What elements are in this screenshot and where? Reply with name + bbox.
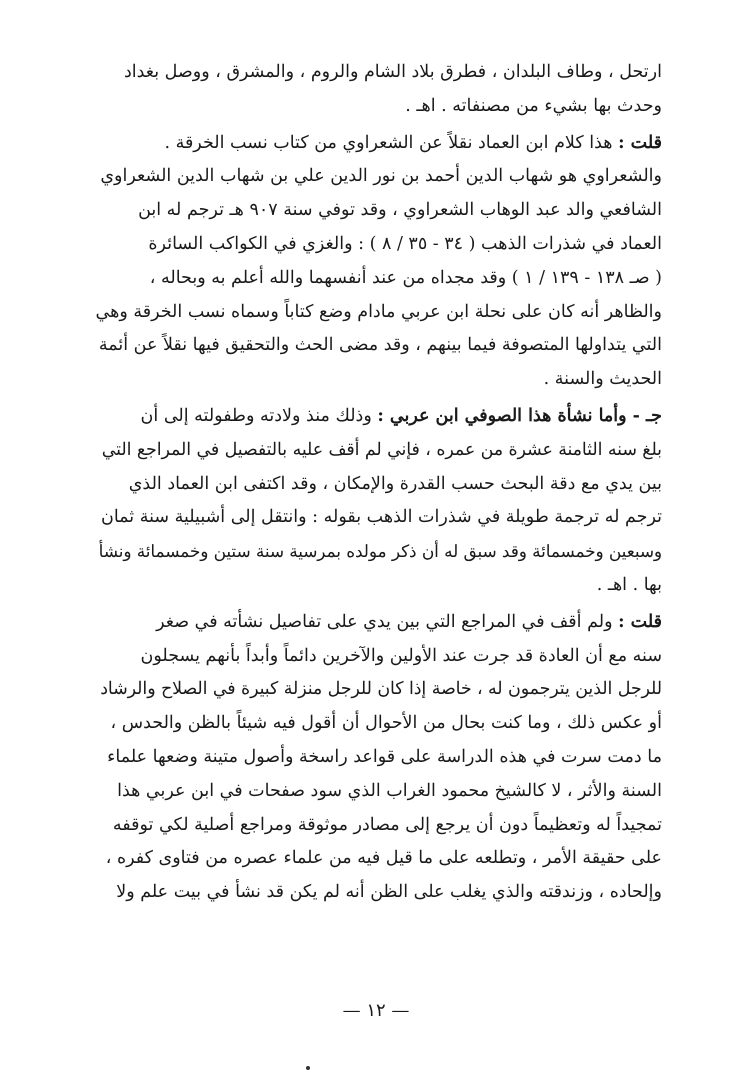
- text-line: [96, 127, 662, 161]
- scan-dot: [306, 1066, 310, 1070]
- text-line: والشعراوي هو شهاب الدين أحمد بن نور الدين علي بن شهاب الدين الشعراوي: [100, 166, 662, 187]
- text-line: السنة والأثر ، لا كالشيخ محمود الغراب الذي سود صفحات في ابن عربي هذا: [117, 780, 662, 801]
- paragraph-4: [96, 606, 662, 910]
- paragraph-2: [96, 127, 662, 397]
- text-line: بها . اهـ .: [596, 574, 662, 595]
- text-line: أو عكس ذلك ، وما كنت بحال من الأحوال أن أقول فيه شيئاً بالظن والحدس ،: [110, 713, 662, 734]
- text-line: ترجم له ترجمة طويلة في شذرات الذهب بقوله : وانتقل إلى أشبيلية سنة ثمان: [100, 507, 662, 528]
- text-line: تمجيداً له وتعظيماً دون أن يرجع إلى مصادر موثوقة ومراجع أصلية لكي توقفه: [112, 814, 662, 835]
- text-line: الشافعي والد عبد الوهاب الشعراوي ، وقد توفي سنة ٩٠٧ هـ ترجم له ابن: [138, 200, 662, 221]
- text-line: الحديث والسنة .: [543, 369, 662, 390]
- text-line: ما دمت سرت في هذه الدراسة على قواعد راسخة وأصول متينة وضعها علماء: [107, 746, 662, 767]
- text-span: ولم أقف في المراجع التي بين يدي على تفاصيل نشأته في صغر: [156, 611, 619, 632]
- text-line: وسبعين وخمسمائة وقد سبق له أن ذكر مولده بمرسية سنة ستين وخمسمائة ونشأ: [98, 541, 662, 562]
- paragraph-3: [96, 400, 662, 603]
- text-line: [96, 606, 662, 640]
- paragraph-1: [96, 56, 662, 124]
- text-line: وإلحاده ، وزندقته والذي يغلب على الظن أنه لم يكن قد نشأ في بيت علم ولا: [116, 882, 662, 903]
- text-line: للرجل الذين يترجمون له ، خاصة إذا كان للرجل منزلة كبيرة في الصلاح والرشاد: [100, 679, 662, 700]
- text-span: هذا كلام ابن العماد نقلاً عن الشعراوي من كتاب نسب الخرقة .: [164, 132, 619, 153]
- text-line: العماد في شذرات الذهب ( ٣٤ - ٣٥ / ٨ ) : والغزي في الكواكب السائرة: [148, 233, 662, 254]
- paragraph-lead: قلت :: [618, 132, 662, 153]
- paragraph-lead: قلت :: [618, 611, 662, 632]
- page-body: [96, 56, 662, 910]
- text-line: على حقيقة الأمر ، وتطلعه على ما قيل فيه من علماء عصره من فتاوى كفره ،: [105, 848, 662, 869]
- text-line: بين يدي مع دقة البحث حسب القدرة والإمكان ، وقد اكتفى ابن العماد الذي: [128, 473, 662, 494]
- text-line: التي يتداولها المتصوفة فيما بينهم ، وقد مضى الحث والتحقيق فيها نقلاً عن أئمة: [98, 335, 662, 356]
- text-line: والظاهر أنه كان على نحلة ابن عربي مادام وضع كتاباً وسماه نسب الخرقة وهي: [95, 301, 662, 322]
- text-line: ارتحل ، وطاف البلدان ، فطرق بلاد الشام والروم ، والمشرق ، ووصل بغداد: [123, 62, 662, 82]
- text-line: ( صـ ١٣٨ - ١٣٩ / ١ ) وقد مجداه من عند أنفسهما والله أعلم به وبحاله ،: [149, 267, 662, 288]
- text-line: بلغ سنه الثامنة عشرة من عمره ، فإني لم أقف عليه بالتفصيل في المراجع التي: [101, 439, 662, 460]
- page-number: — ١٢ —: [342, 1000, 410, 1021]
- text-line: [96, 400, 662, 434]
- text-line: وحدث بها بشيء من مصنفاته . اهـ .: [405, 95, 662, 116]
- text-span: وذلك منذ ولادته وطفولته إلى أن: [140, 405, 378, 426]
- text-line: سنه مع أن العادة قد جرت عند الأولين والآخرين دائماً وأبداً بأنهم يسجلون: [140, 645, 662, 666]
- paragraph-lead: جـ - وأما نشأة هذا الصوفي ابن عربي :: [377, 405, 662, 426]
